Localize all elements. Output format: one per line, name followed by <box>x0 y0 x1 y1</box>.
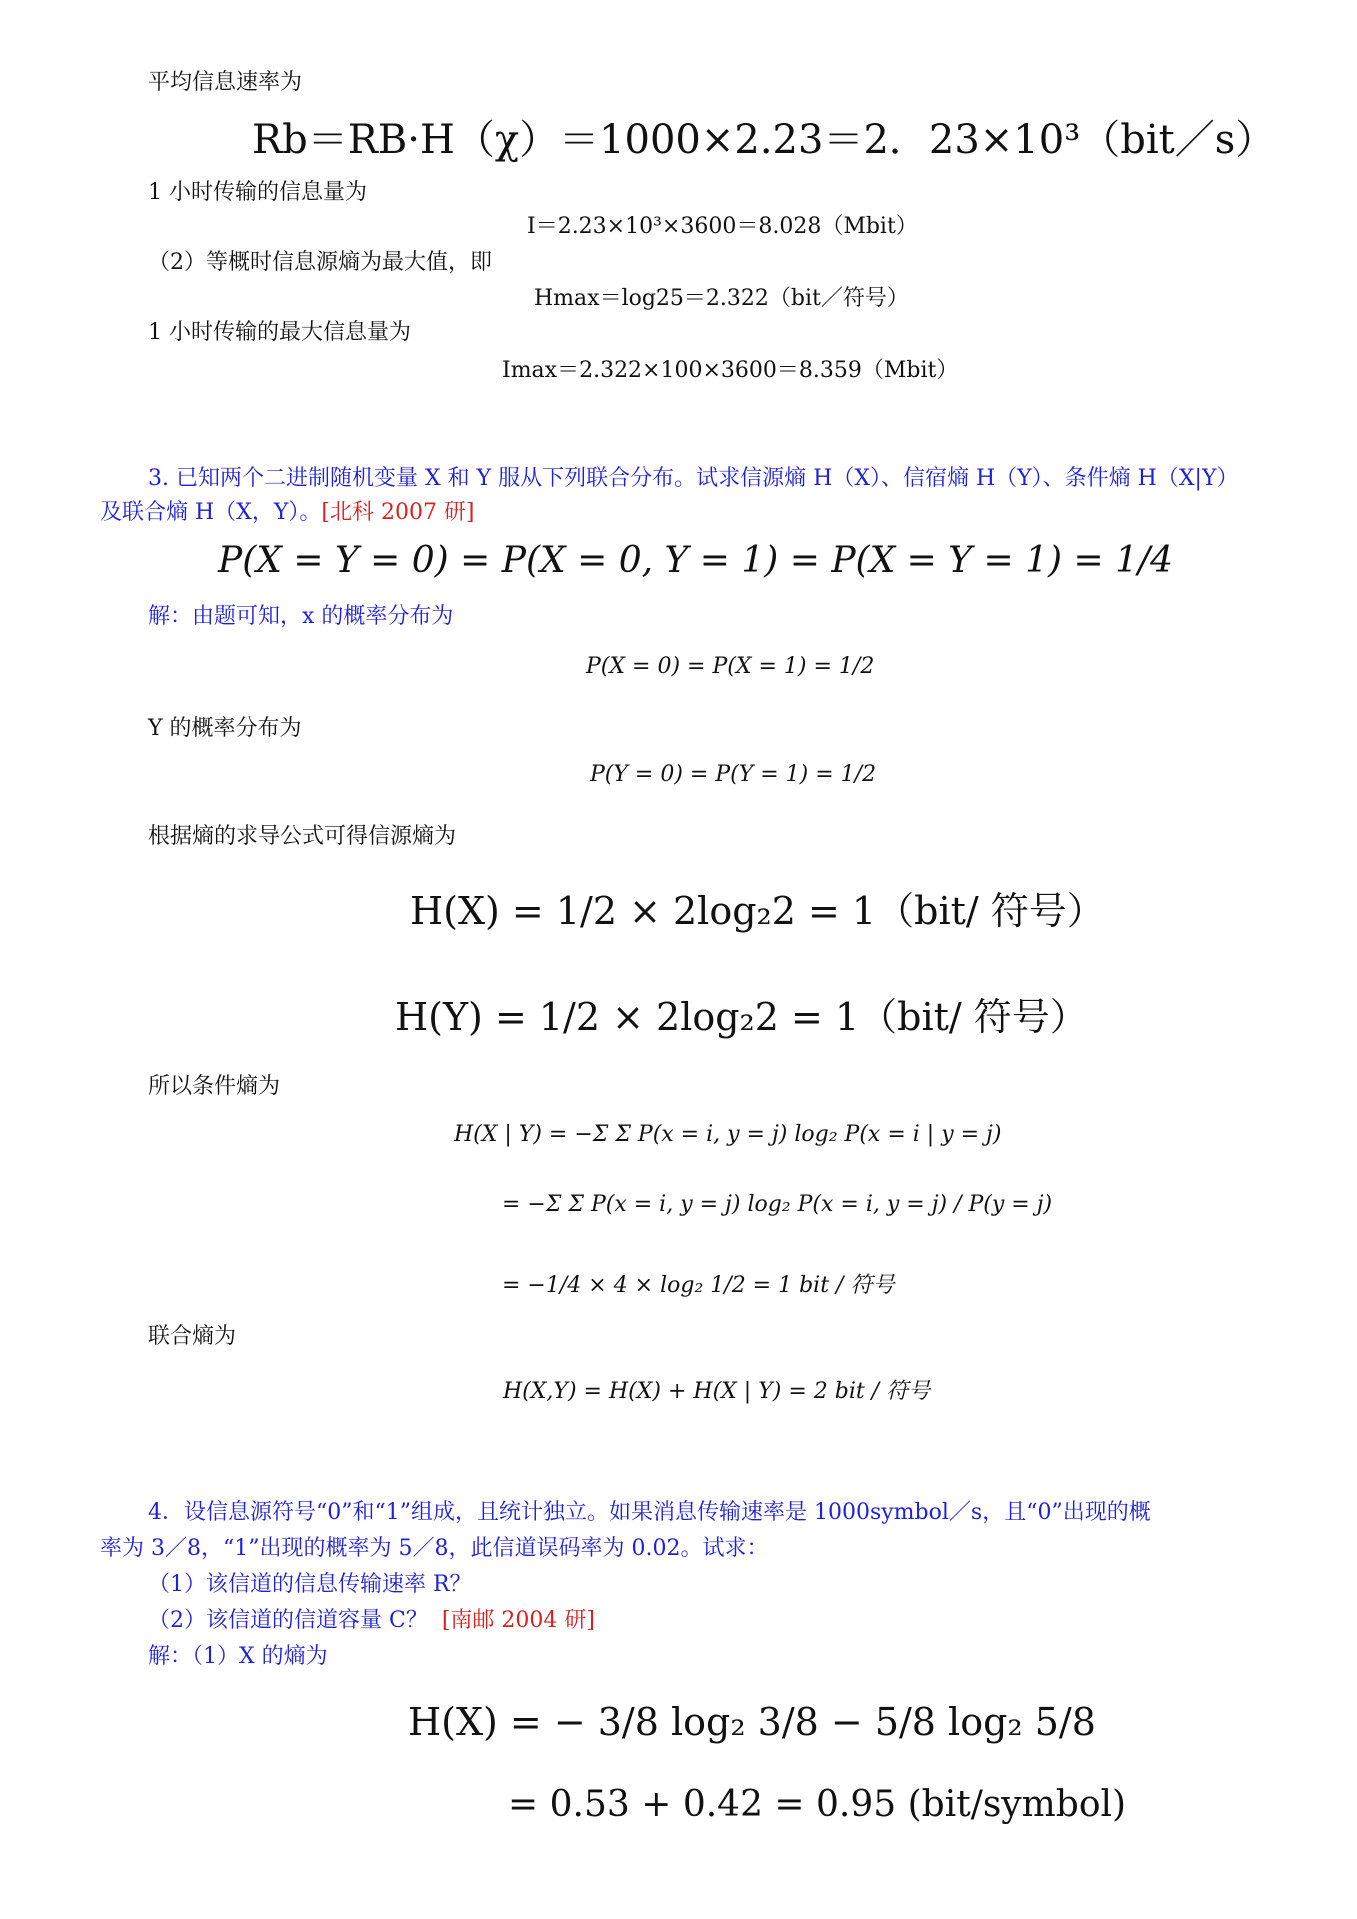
hour-max-intro: 1 小时传输的最大信息量为 <box>148 320 411 345</box>
problem3-statement-line2-wrap <box>100 498 475 528</box>
problem3-solution-intro <box>148 602 453 632</box>
conditional-entropy-line2: = −Σ Σ P(x = i, y = j) log₂ P(x = i, y = j) / P(y = j) <box>502 1192 1053 1217</box>
problem4-statement-line2: 率为 3／8，“1”出现的概率为 5／8，此信道误码率为 0.02。试求： <box>100 1536 769 1561</box>
problem3-statement-line2: 及联合熵 H（X，Y）。 <box>100 500 322 525</box>
joint-entropy-formula: H(X,Y) = H(X) + H(X | Y) = 2 bit / 符号 <box>503 1379 931 1404</box>
solution-label: 解：由题可知，x 的概率分布为 <box>148 604 454 629</box>
py-formula: P(Y = 0) = P(Y = 1) = 1/2 <box>590 762 877 787</box>
hy-formula: H(Y) = 1/2 × 2log₂2 = 1（bit/ 符号） <box>395 995 1088 1039</box>
joint-distribution-formula: P(X = Y = 0) = P(X = 0, Y = 1) = P(X = Y = 1) = 1/4 <box>218 540 1174 581</box>
problem4-hx-line1: H(X) = − 3/8 log₂ 3/8 − 5/8 log₂ 5/8 <box>408 1700 1096 1744</box>
problem4-hx-line2: = 0.53 + 0.42 = 0.95 (bit/symbol) <box>508 1784 1127 1825</box>
hour-intro: 1 小时传输的信息量为 <box>148 180 367 205</box>
conditional-entropy-intro: 所以条件熵为 <box>148 1074 281 1099</box>
problem4-source-tag: [南邮 2004 研] <box>441 1608 595 1633</box>
conditional-entropy-line3: = −1/4 × 4 × log₂ 1/2 = 1 bit / 符号 <box>502 1273 895 1298</box>
hmax-formula: Hmax＝log25＝2.322（bit／符号） <box>534 286 909 311</box>
problem3-statement-line1: 3. 已知两个二进制随机变量 X 和 Y 服从下列联合分布。试求信源熵 H（X）、信宿熵 H（Y）、条件熵 H（X|Y） <box>148 466 1239 491</box>
problem4-question1: （1）该信道的信息传输速率 R？ <box>148 1572 472 1597</box>
hx-formula: H(X) = 1/2 × 2log₂2 = 1（bit/ 符号） <box>410 889 1105 933</box>
px-formula: P(X = 0) = P(X = 1) = 1/2 <box>586 654 875 679</box>
hour-formula: I＝2.23×10³×3600＝8.028（Mbit） <box>527 214 918 239</box>
problem4-solution-intro: 解：（1）X 的熵为 <box>148 1644 328 1669</box>
rb-formula: Rb＝RB·H（χ）＝1000×2.23＝2．23×10³（bit／s） <box>252 117 1276 163</box>
problem4-question2-wrap <box>148 1606 595 1636</box>
part2-intro: （2）等概时信息源熵为最大值，即 <box>148 250 492 275</box>
joint-entropy-intro: 联合熵为 <box>148 1324 237 1349</box>
problem3-source-tag: [北科 2007 研] <box>321 500 475 525</box>
problem4-question2: （2）该信道的信道容量 C？ <box>148 1608 428 1633</box>
conditional-entropy-line1: H(X | Y) = −Σ Σ P(x = i, y = j) log₂ P(x = i | y = j) <box>454 1122 1002 1147</box>
problem4-statement-line1: 4．设信息源符号“0”和“1”组成，且统计独立。如果消息传输速率是 1000symbol／s，且“0”出现的概 <box>148 1500 1151 1525</box>
imax-formula: Imax＝2.322×100×3600＝8.359（Mbit） <box>502 358 959 383</box>
entropy-intro: 根据熵的求导公式可得信源熵为 <box>148 824 457 849</box>
y-distribution-intro: Y 的概率分布为 <box>148 716 302 741</box>
rate-intro: 平均信息速率为 <box>148 70 303 95</box>
